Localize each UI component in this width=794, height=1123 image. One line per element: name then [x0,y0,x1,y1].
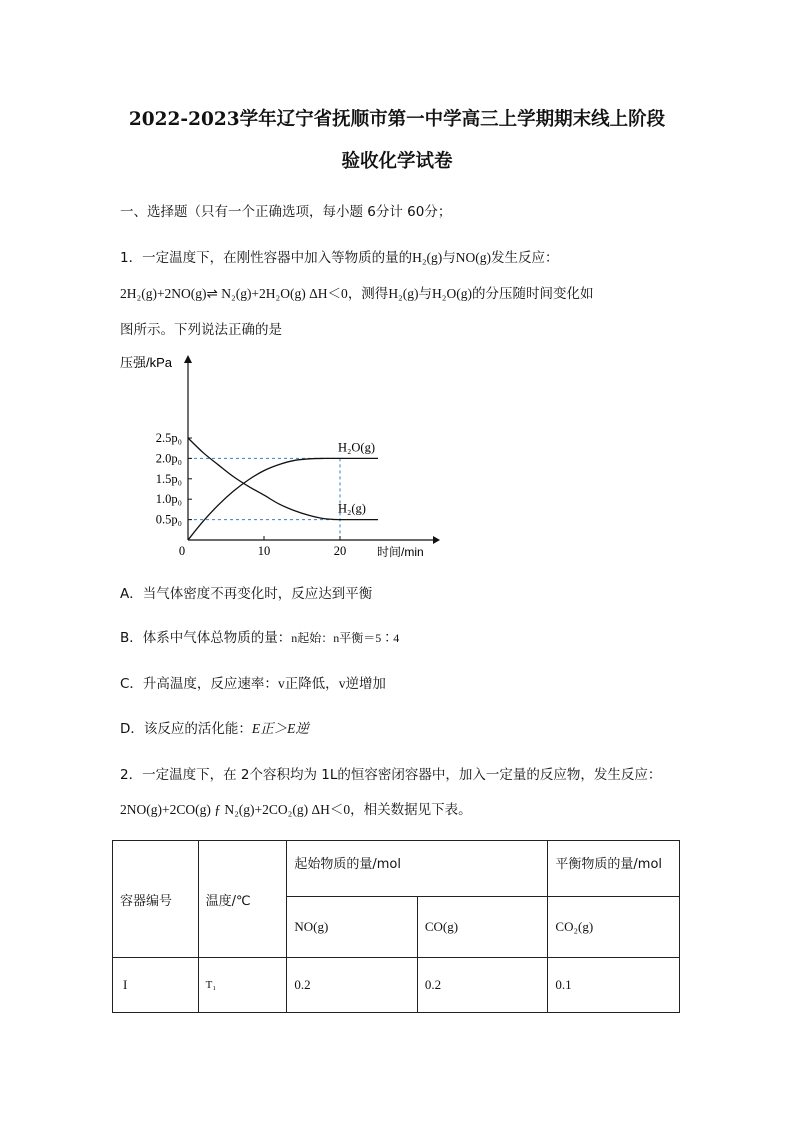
q1-stem-b: 发生反应： [491,250,559,266]
q1-stem-d: 的分压随时间变化如 [471,286,594,302]
q1-h2-b: H₂(g) [388,286,419,301]
pressure-time-chart [115,350,445,565]
q1-stem-line3: 图所示。下列说法正确的是 [120,322,282,338]
q1-yu: 与 [442,250,456,266]
section-heading: 一、选择题（只有一个正确选项，每小题 6分计 60分； [120,204,452,220]
cell-no: 0.2 [287,958,418,1013]
q1-h2: H₂(g) [412,250,443,265]
q1-option-c-v1: v正 [277,676,299,691]
y-tick-label: 0.5p₀ [155,512,182,527]
q1-option-c-text-a: C．升高温度，反应速率： [120,676,278,692]
q2-equation: 2NO(g)+2CO(g) ƒ N₂(g)+2CO₂(g) ΔH＜0 [120,802,351,817]
table-row [113,958,680,1013]
th-equilibrium-amount: 平衡物质的量/mol [548,841,680,897]
cell-co: 0.2 [417,958,548,1013]
th-container: 容器编号 [113,841,199,958]
q1-stem-line1 [120,246,559,266]
y-axis-title: 压强/kPa [120,355,173,370]
q1-option-d-text: D．该反应的活化能： [120,721,252,737]
y-tick-label: 1.0p₀ [155,492,182,507]
th-no: NO(g) [287,897,418,958]
series-label-1: H₂(g) [338,501,366,516]
th-co2: CO₂(g) [548,897,680,958]
q1-option-d [120,717,309,737]
x-tick-label: 0 [178,544,186,558]
q1-option-b-formula: n起始：n平衡＝5∶4 [291,631,400,645]
x-tick-label: 10 [257,544,271,558]
q1-yu2: 与 [418,286,433,302]
q2-stem-b: ，相关数据见下表。 [350,802,472,818]
x-axis-title: 时间/min [377,545,424,559]
cell-id: I [113,958,199,1013]
q1-option-c-text-b: 降低， [298,676,339,692]
y-tick-label: 1.5p₀ [155,471,182,486]
x-tick-label: 20 [333,544,347,558]
y-axis-arrow [184,355,192,363]
q1-stem-a: 1．一定温度下，在刚性容器中加入等物质的量的 [120,250,413,266]
series-label-0: H₂O(g) [338,440,375,455]
paper-title-line2: 验收化学试卷 [341,151,453,172]
th-temperature: 温度/℃ [198,841,287,958]
paper-title-line1: 2022-2023学年辽宁省抚顺市第一中学高三上学期期末线上阶段 [128,109,666,130]
q1-option-d-formula: E正＞E逆 [251,721,309,736]
q1-equation: 2H₂(g)+2NO(g)⇌ N₂(g)+2H₂O(g) ΔH＜0 [120,286,348,301]
y-tick-label: 2.5p₀ [155,431,182,445]
q1-option-c [120,672,386,692]
th-co: CO(g) [417,897,548,958]
q1-option-c-text-c: 增加 [358,676,386,692]
cell-co2: 0.1 [548,958,680,1013]
q1-option-b-text: B．体系中气体总物质的量： [120,630,292,646]
q1-h2o: H₂O(g) [432,286,472,301]
q1-stem-c: ，测得 [347,286,389,302]
q1-stem-line2 [120,282,593,302]
series-line-0 [188,458,378,540]
q2-stem-line2 [120,798,472,818]
y-tick-label: 2.0p₀ [155,451,182,466]
q1-option-c-v2: v逆 [338,676,359,691]
q2-data-table [112,840,680,1013]
x-axis-arrow [433,536,440,544]
cell-temp: T₁ [198,958,287,1013]
q1-option-a: A．当气体密度不再变化时，反应达到平衡 [120,586,373,602]
q1-option-b [120,626,399,646]
th-initial-amount: 起始物质的量/mol [287,841,548,897]
q2-stem-line1: 2．一定温度下，在 2个容积均为 1L的恒容密闭容器中，加入一定量的反应物，发生反应： [120,767,662,783]
q1-no: NO(g) [455,250,492,265]
